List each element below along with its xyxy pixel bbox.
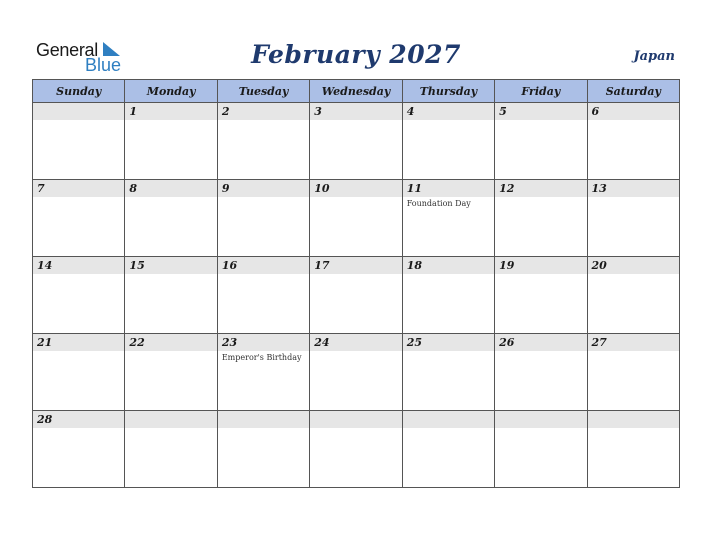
day-number [218, 411, 309, 428]
day-number: 7 [33, 180, 124, 197]
day-number: 5 [495, 103, 586, 120]
day-number: 13 [588, 180, 679, 197]
weekday-header: Tuesday [217, 80, 309, 103]
week-row [33, 411, 680, 488]
week-row [33, 180, 680, 257]
holiday-label: Foundation Day [406, 199, 471, 208]
day-cell [587, 257, 679, 334]
weekday-header: Thursday [402, 80, 494, 103]
day-cell [495, 334, 587, 411]
day-number: 15 [125, 257, 216, 274]
day-cell [402, 411, 494, 488]
day-number: 22 [125, 334, 216, 351]
weekday-header: Saturday [587, 80, 679, 103]
logo-text-blue: Blue [85, 55, 122, 75]
day-cell [217, 411, 309, 488]
day-cell [125, 411, 217, 488]
day-number: 8 [125, 180, 216, 197]
day-number: 2 [218, 103, 309, 120]
day-cell [217, 103, 309, 180]
day-number [33, 103, 124, 120]
day-number: 23 [218, 334, 309, 351]
day-number: 6 [588, 103, 679, 120]
day-cell [33, 103, 125, 180]
day-number: 16 [218, 257, 309, 274]
week-row [33, 257, 680, 334]
day-number: 24 [310, 334, 401, 351]
day-cell [125, 334, 217, 411]
country-label: Japan [633, 49, 675, 64]
day-number: 3 [310, 103, 401, 120]
day-cell [495, 180, 587, 257]
day-number: 14 [33, 257, 124, 274]
day-cell [217, 334, 309, 411]
day-cell [310, 103, 402, 180]
day-number [125, 411, 216, 428]
day-number: 27 [588, 334, 679, 351]
day-number: 11 [403, 180, 494, 197]
day-cell [402, 334, 494, 411]
weekday-header: Friday [495, 80, 587, 103]
day-cell [587, 334, 679, 411]
day-number [403, 411, 494, 428]
calendar-grid [32, 79, 680, 488]
page-title: February 2027 [251, 40, 461, 69]
week-row [33, 103, 680, 180]
day-number [495, 411, 586, 428]
day-number: 20 [588, 257, 679, 274]
day-number: 28 [33, 411, 124, 428]
day-cell [33, 180, 125, 257]
day-number: 25 [403, 334, 494, 351]
day-number: 19 [495, 257, 586, 274]
day-cell [587, 180, 679, 257]
day-cell [310, 334, 402, 411]
day-number [310, 411, 401, 428]
weekday-header: Sunday [33, 80, 125, 103]
day-number [588, 411, 679, 428]
week-row [33, 334, 680, 411]
logo-text-general: General [36, 40, 98, 60]
day-cell [402, 180, 494, 257]
day-cell [33, 411, 125, 488]
day-cell [402, 103, 494, 180]
day-number: 26 [495, 334, 586, 351]
day-number: 17 [310, 257, 401, 274]
day-number: 9 [218, 180, 309, 197]
day-number: 1 [125, 103, 216, 120]
day-cell [125, 180, 217, 257]
weekday-header: Wednesday [310, 80, 402, 103]
day-cell [587, 411, 679, 488]
day-cell [402, 257, 494, 334]
day-number: 10 [310, 180, 401, 197]
day-cell [125, 257, 217, 334]
day-number: 4 [403, 103, 494, 120]
day-number: 12 [495, 180, 586, 197]
day-cell [310, 180, 402, 257]
day-cell [125, 103, 217, 180]
day-cell [33, 334, 125, 411]
day-cell [310, 411, 402, 488]
day-cell [587, 103, 679, 180]
day-cell [217, 257, 309, 334]
weekday-header-row [33, 80, 680, 103]
holiday-label: Emperor's Birthday [221, 353, 302, 362]
day-cell [495, 103, 587, 180]
day-number: 18 [403, 257, 494, 274]
day-cell [495, 257, 587, 334]
day-cell [310, 257, 402, 334]
day-cell [33, 257, 125, 334]
day-number: 21 [33, 334, 124, 351]
day-cell [495, 411, 587, 488]
weekday-header: Monday [125, 80, 217, 103]
day-cell [217, 180, 309, 257]
